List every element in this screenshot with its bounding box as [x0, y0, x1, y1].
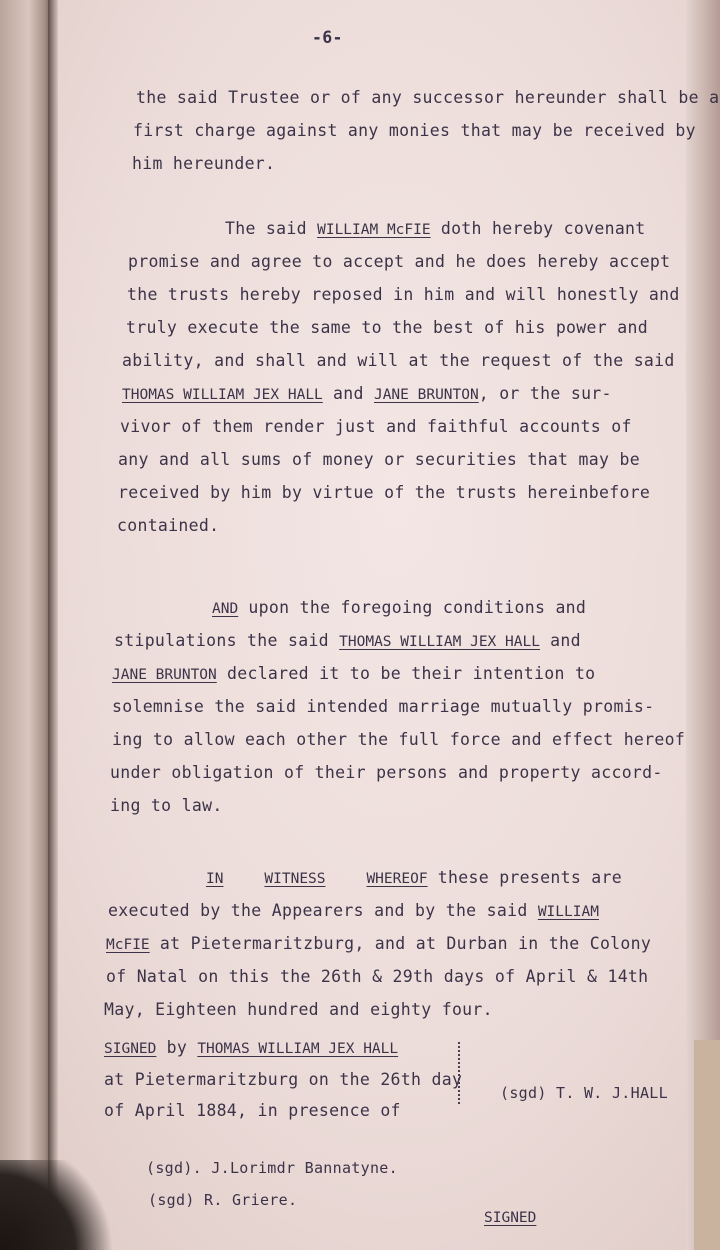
- text-line: the trusts hereby reposed in him and will honestly and: [127, 285, 680, 304]
- text-line: the said Trustee or of any successor hereunder shall be a: [136, 88, 720, 107]
- word-signed: SIGNED: [104, 1041, 157, 1057]
- text-line: truly execute the same to the best of his power and: [126, 318, 648, 337]
- typed-document: [70, 20, 720, 1230]
- text-line: SIGNED by THOMAS WILLIAM JEX HALL: [104, 1038, 399, 1057]
- word-in: IN: [206, 871, 224, 887]
- text-line: stipulations the said THOMAS WILLIAM JEX HALL and: [114, 631, 581, 650]
- sgd-hall: (sgd) T. W. J.HALL: [500, 1084, 668, 1102]
- name-william: WILLIAM: [537, 904, 599, 920]
- text-line: of Natal on this the 26th & 29th days of April & 14th: [106, 967, 649, 986]
- name-william-mcfie: WILLIAM McFIE: [317, 222, 431, 238]
- text-line: McFIE at Pietermaritzburg, and at Durban in the Colony: [106, 934, 652, 953]
- text-line: THOMAS WILLIAM JEX HALL and JANE BRUNTON, or the sur-: [122, 384, 612, 403]
- page-number: -6-: [312, 28, 343, 47]
- text-line: promise and agree to accept and he does hereby accept: [128, 252, 671, 271]
- text-line: ability, and shall and will at the request of the said: [122, 351, 675, 370]
- name-thomas-hall: THOMAS WILLIAM JEX HALL: [197, 1041, 399, 1057]
- text-line: ing to allow each other the full force and effect hereof: [112, 730, 686, 749]
- text-line: May, Eighteen hundred and eighty four.: [104, 1000, 493, 1019]
- text-line: any and all sums of money or securities that may be: [118, 450, 640, 469]
- name-mcfie: McFIE: [106, 937, 150, 953]
- witness-griere: (sgd) R. Griere.: [148, 1191, 298, 1209]
- text-line: received by him by virtue of the trusts hereinbefore: [118, 483, 651, 502]
- text-line: of April 1884, in presence of: [104, 1101, 401, 1120]
- word-whereof: WHEREOF: [366, 871, 428, 887]
- word-and: AND: [212, 601, 239, 617]
- text-line: at Pietermaritzburg on the 26th day: [104, 1070, 463, 1089]
- text-line: AND upon the foregoing conditions and: [212, 598, 587, 617]
- text-line: under obligation of their persons and property accord-: [110, 763, 663, 782]
- name-thomas-hall: THOMAS WILLIAM JEX HALL: [339, 634, 540, 650]
- text-line: ing to law.: [110, 796, 223, 815]
- text-line: him hereunder.: [132, 154, 276, 173]
- text-line: IN WITNESS WHEREOF these presents are: [206, 868, 623, 887]
- binding-gutter: [48, 0, 58, 1250]
- witness-bannatyne: (sgd). J.Lorimdr Bannatyne.: [146, 1159, 398, 1177]
- text-line: JANE BRUNTON declared it to be their intention to: [112, 664, 596, 683]
- text-line: vivor of them render just and faithful accounts of: [120, 417, 632, 436]
- word-witness: WITNESS: [264, 871, 326, 887]
- text-line: first charge against any monies that may be received by: [133, 121, 696, 140]
- signature-brace: [458, 1042, 470, 1104]
- text-line: contained.: [117, 516, 220, 535]
- text-line: solemnise the said intended marriage mutually promis-: [112, 697, 655, 716]
- text-line: executed by the Appearers and by the said WILLIAM: [108, 901, 599, 920]
- text-line: The said WILLIAM McFIE doth hereby covenant: [225, 219, 646, 238]
- signed-bottom: SIGNED: [484, 1210, 537, 1226]
- previous-page-edge: [0, 0, 52, 1250]
- name-jane-brunton: JANE BRUNTON: [373, 387, 479, 403]
- name-thomas-hall: THOMAS WILLIAM JEX HALL: [122, 387, 323, 403]
- name-jane-brunton: JANE BRUNTON: [112, 667, 217, 683]
